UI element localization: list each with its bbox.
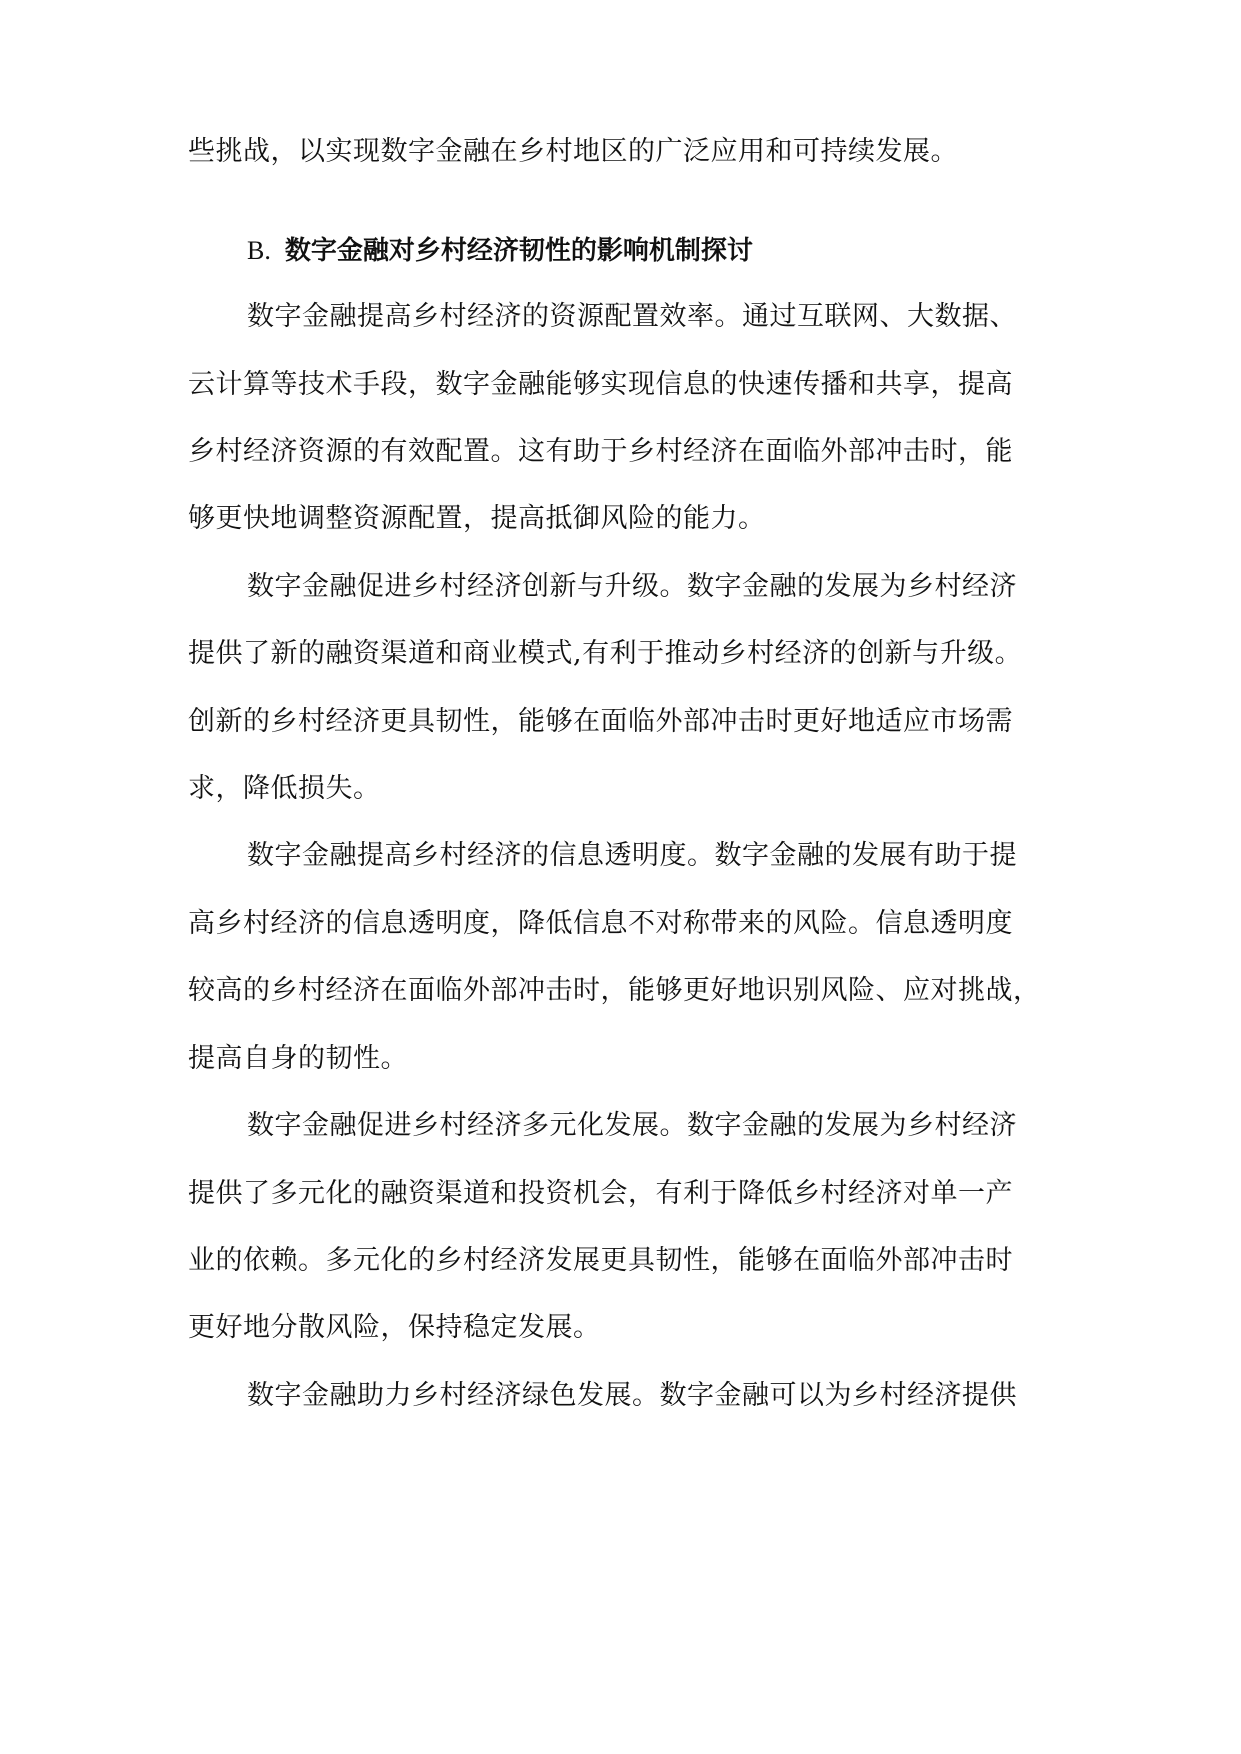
paragraph-2-line-3: 创新的乡村经济更具韧性，能够在面临外部冲击时更好地适应市场需 <box>188 706 1013 737</box>
paragraph-1-line-3: 乡村经济资源的有效配置。这有助于乡村经济在面临外部冲击时，能 <box>188 436 1013 467</box>
paragraph-1-line-2: 云计算等技术手段，数字金融能够实现信息的快速传播和共享，提高 <box>188 369 1013 400</box>
section-heading <box>247 231 1058 271</box>
paragraph-5-line-1: 数字金融助力乡村经济绿色发展。数字金融可以为乡村经济提供 <box>247 1380 1017 1411</box>
paragraph-1-line-4: 够更快地调整资源配置，提高抵御风险的能力。 <box>188 503 766 534</box>
paragraph-4-line-1: 数字金融促进乡村经济多元化发展。数字金融的发展为乡村经济 <box>247 1110 1017 1141</box>
paragraph-3-line-1: 数字金融提高乡村经济的信息透明度。数字金融的发展有助于提 <box>247 840 1017 871</box>
paragraph-2-line-1: 数字金融促进乡村经济创新与升级。数字金融的发展为乡村经济 <box>247 571 1017 602</box>
section-title: 数字金融对乡村经济韧性的影响机制探讨 <box>284 236 753 266</box>
paragraph-2-line-2: 提供了新的融资渠道和商业模式,有利于推动乡村经济的创新与升级。 <box>188 638 1023 669</box>
paragraph-4-line-3: 业的依赖。多元化的乡村经济发展更具韧性，能够在面临外部冲击时 <box>188 1245 1013 1276</box>
paragraph-2-line-4: 求，降低损失。 <box>188 773 381 804</box>
paragraph-4-line-4: 更好地分散风险，保持稳定发展。 <box>188 1312 601 1343</box>
section-label: B. <box>247 236 271 265</box>
paragraph-1-line-1: 数字金融提高乡村经济的资源配置效率。通过互联网、大数据、 <box>247 301 1017 332</box>
paragraph-3-line-2: 高乡村经济的信息透明度，降低信息不对称带来的风险。信息透明度 <box>188 908 1013 939</box>
paragraph-3-line-4: 提高自身的韧性。 <box>188 1043 408 1074</box>
paragraph-4-line-2: 提供了多元化的融资渠道和投资机会，有利于降低乡村经济对单一产 <box>188 1178 1013 1209</box>
intro-line: 些挑战，以实现数字金融在乡村地区的广泛应用和可持续发展。 <box>188 136 958 167</box>
paragraph-3-line-3: 较高的乡村经济在面临外部冲击时，能够更好地识别风险、应对挑战， <box>188 975 1041 1006</box>
